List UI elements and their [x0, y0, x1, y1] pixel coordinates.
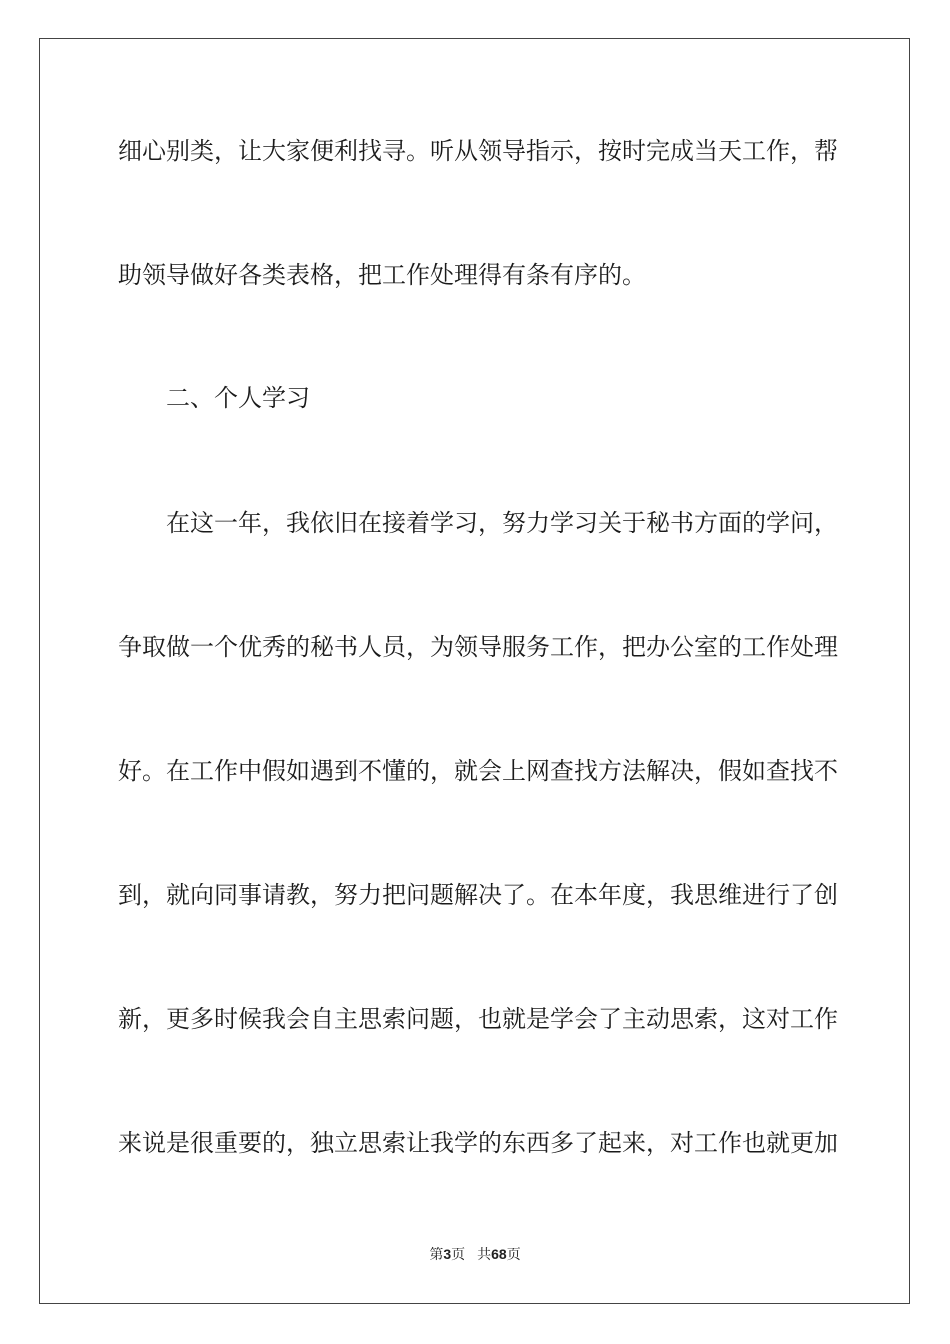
body-line-2: 助领导做好各类表格，把工作处理得有条有序的。	[118, 261, 646, 289]
total-suffix: 页	[506, 1247, 521, 1263]
section-heading: 二、个人学习	[166, 384, 310, 412]
body-line-7: 新，更多时候我会自主思索问题，也就是学会了主动思索，这对工作	[118, 1005, 838, 1033]
body-line-4: 争取做一个优秀的秘书人员，为领导服务工作，把办公室的工作处理	[118, 633, 838, 661]
body-line-5: 好。在工作中假如遇到不懂的，就会上网查找方法解决，假如查找不	[118, 757, 838, 785]
page-number: 3	[443, 1246, 452, 1262]
body-line-1: 细心别类，让大家便利找寻。听从领导指示，按时完成当天工作，帮	[118, 137, 838, 165]
body-line-6: 到，就向同事请教，努力把问题解决了。在本年度，我思维进行了创	[118, 881, 838, 909]
page-footer	[0, 1244, 950, 1265]
body-line-3: 在这一年，我依旧在接着学习，努力学习关于秘书方面的学问，	[166, 509, 838, 537]
total-prefix: 共	[477, 1247, 492, 1263]
total-pages: 68	[491, 1246, 507, 1262]
page-border	[39, 38, 910, 1304]
page-prefix: 第	[429, 1247, 444, 1263]
body-line-8: 来说是很重要的，独立思索让我学的东西多了起来，对工作也就更加	[118, 1129, 838, 1157]
page-suffix: 页	[451, 1247, 466, 1263]
